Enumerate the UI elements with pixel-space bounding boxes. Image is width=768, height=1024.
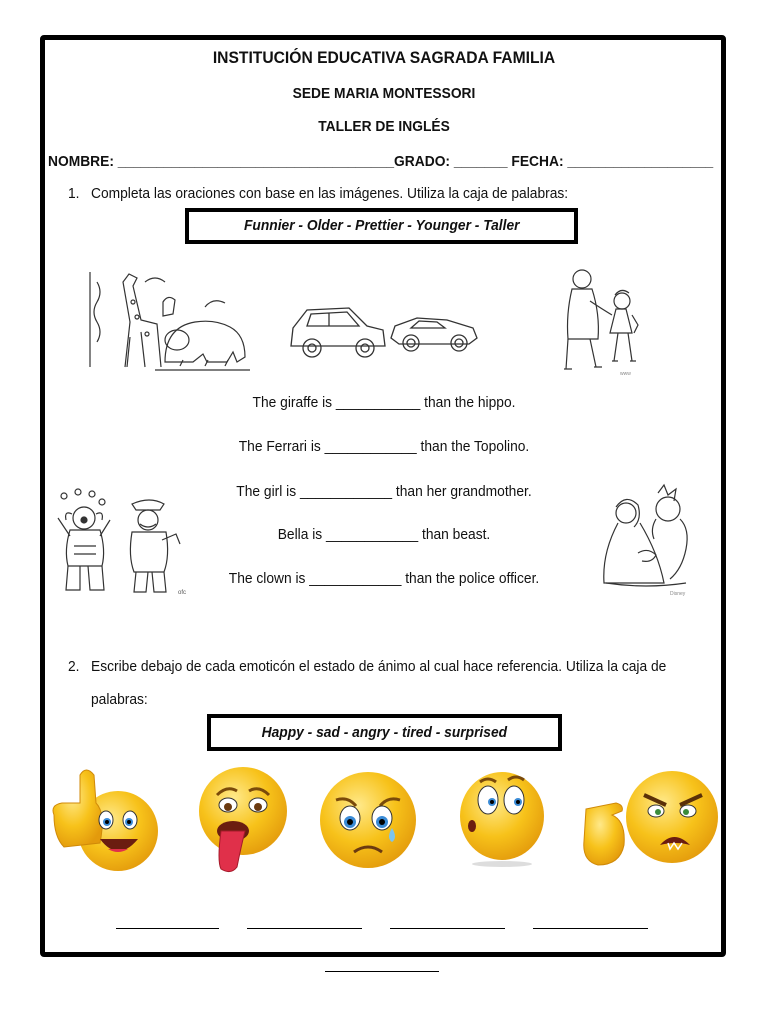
- answer-blank-2[interactable]: [247, 928, 362, 929]
- svg-text:ofc: ofc: [178, 590, 187, 596]
- exercise1-word-box-text: Funnier - Older - Prettier - Younger - Taller: [243, 217, 520, 234]
- sentence-giraffe: The giraffe is ___________ than the hippo.: [252, 394, 516, 411]
- campus-title: SEDE MARIA MONTESSORI: [292, 85, 476, 102]
- two-cars-drawing: [287, 296, 482, 366]
- happy-thumbs-up-emoji: [48, 765, 160, 875]
- svg-text:www: www: [620, 371, 631, 377]
- exercise2-word-box-text: Happy - sad - angry - tired - surprised: [261, 724, 508, 741]
- exercise2-instruction-line2: palabras:: [91, 691, 148, 708]
- exercise1-word-box: [185, 208, 578, 244]
- exercise2-word-box: [207, 714, 562, 751]
- answer-blank-4[interactable]: [533, 928, 648, 929]
- sad-emoji: [318, 770, 418, 870]
- grandmother-and-girl-drawing: [560, 265, 645, 377]
- student-info-line: NOMBRE: ____________________________________GRADO: _______ FECHA: ___________________: [48, 153, 714, 170]
- sentence-bella: Bella is ____________ than beast.: [277, 526, 491, 543]
- angry-pointing-emoji: [582, 765, 722, 875]
- school-title: INSTITUCIÓN EDUCATIVA SAGRADA FAMILIA: [212, 48, 556, 67]
- workshop-title: TALLER DE INGLÉS: [318, 118, 450, 135]
- tired-tongue-out-emoji: [193, 765, 293, 875]
- sentence-clown: The clown is ____________ than the police officer.: [228, 570, 540, 587]
- svg-text:Disney: Disney: [670, 591, 686, 597]
- surprised-emoji: [456, 768, 548, 868]
- answer-blank-1[interactable]: [116, 928, 219, 929]
- answer-blank-3[interactable]: [390, 928, 505, 929]
- sentence-girl: The girl is ____________ than her grandmother.: [236, 483, 532, 500]
- exercise2-instruction-line1: Escribe debajo de cada emoticón el estado de ánimo al cual hace referencia. Utiliza la caja de: [91, 658, 667, 675]
- exercise1-instruction: Completa las oraciones con base en las imágenes. Utiliza la caja de palabras:: [91, 185, 569, 202]
- exercise2-number: 2.: [68, 658, 80, 675]
- answer-blank-5[interactable]: [325, 971, 439, 972]
- giraffe-and-hippo-drawing: [85, 262, 255, 372]
- exercise1-number: 1.: [68, 185, 80, 202]
- sentence-ferrari: The Ferrari is ____________ than the Topolino.: [238, 438, 530, 455]
